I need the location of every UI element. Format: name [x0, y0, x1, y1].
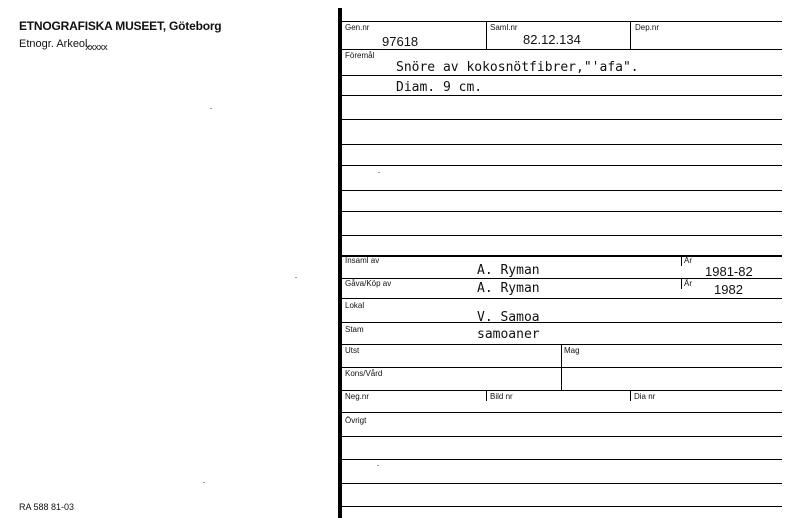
value-foremal-line1: Snöre av kokosnötfibrer,"'afa". — [396, 60, 639, 75]
label-saml-nr: Saml.nr — [490, 23, 518, 32]
department-strikeout-marks: xxxxx — [85, 43, 108, 53]
rule-header-bottom — [342, 49, 782, 50]
divider-utst-mag — [561, 344, 562, 390]
label-gen-nr: Gen.nr — [345, 23, 370, 32]
label-insaml-av: Insaml av — [345, 256, 380, 265]
scan-speck — [203, 482, 205, 483]
divider-neg-bild — [486, 390, 487, 401]
label-dia-nr: Dia nr — [634, 392, 656, 401]
label-lokal: Lokal — [345, 301, 365, 310]
value-gava-ar: 1982 — [714, 282, 743, 297]
card-spine — [338, 8, 342, 518]
scan-speck — [210, 108, 212, 109]
label-utst: Utst — [345, 346, 360, 355]
label-dep-nr: Dep.nr — [635, 23, 660, 32]
rule — [342, 298, 782, 299]
label-ar-2: År — [684, 279, 692, 288]
value-insaml-av: A. Ryman — [477, 263, 540, 278]
value-gen-nr: 97618 — [382, 34, 419, 49]
rule — [342, 211, 782, 212]
rule-foremal-bottom — [342, 255, 782, 257]
museum-name: ETNOGRAFISKA MUSEET, Göteborg — [19, 19, 222, 33]
department-struck: Arkeol. — [56, 38, 91, 50]
label-gava-kop-av: Gåva/Köp av — [345, 279, 392, 288]
label-ar-1: År — [684, 256, 692, 265]
label-kons-vard: Kons/Vård — [345, 369, 383, 378]
value-foremal-line2: Diam. 9 cm. — [396, 80, 483, 95]
divider-bild-dia — [630, 390, 631, 401]
rule — [342, 344, 782, 345]
rule — [342, 95, 782, 96]
rule — [342, 412, 782, 413]
form-number: RA 588 81-03 — [19, 502, 75, 512]
scan-speck — [377, 465, 379, 466]
value-stam: samoaner — [477, 327, 540, 342]
rule — [342, 235, 782, 236]
divider-saml-dep — [630, 21, 631, 49]
label-stam: Stam — [345, 325, 364, 334]
rule-top — [342, 21, 782, 22]
department-prefix: Etnogr. — [19, 38, 54, 50]
rule — [342, 119, 782, 120]
rule — [342, 436, 782, 437]
divider-ar1 — [681, 255, 682, 266]
rule — [342, 190, 782, 191]
divider-ar2 — [681, 278, 682, 289]
label-mag: Mag — [564, 346, 580, 355]
label-bild-nr: Bild nr — [490, 392, 513, 401]
label-foremal: Föremål — [345, 51, 375, 60]
scan-speck — [295, 277, 297, 278]
rule — [342, 390, 782, 391]
value-lokal: V. Samoa — [477, 310, 540, 325]
label-neg-nr: Neg.nr — [345, 392, 370, 401]
rule — [342, 483, 782, 484]
value-gava-kop-av: A. Ryman — [477, 281, 540, 296]
rule — [342, 322, 782, 323]
rule — [342, 506, 782, 507]
value-saml-nr: 82.12.134 — [523, 32, 581, 47]
label-ovrigt: Övrigt — [345, 416, 367, 425]
scan-speck — [378, 172, 380, 173]
rule — [342, 75, 782, 76]
rule — [342, 144, 782, 145]
value-insaml-ar: 1981-82 — [705, 264, 753, 279]
rule — [342, 367, 782, 368]
divider-gen-saml — [486, 21, 487, 49]
department — [19, 38, 108, 53]
rule — [342, 459, 782, 460]
rule — [342, 165, 782, 166]
